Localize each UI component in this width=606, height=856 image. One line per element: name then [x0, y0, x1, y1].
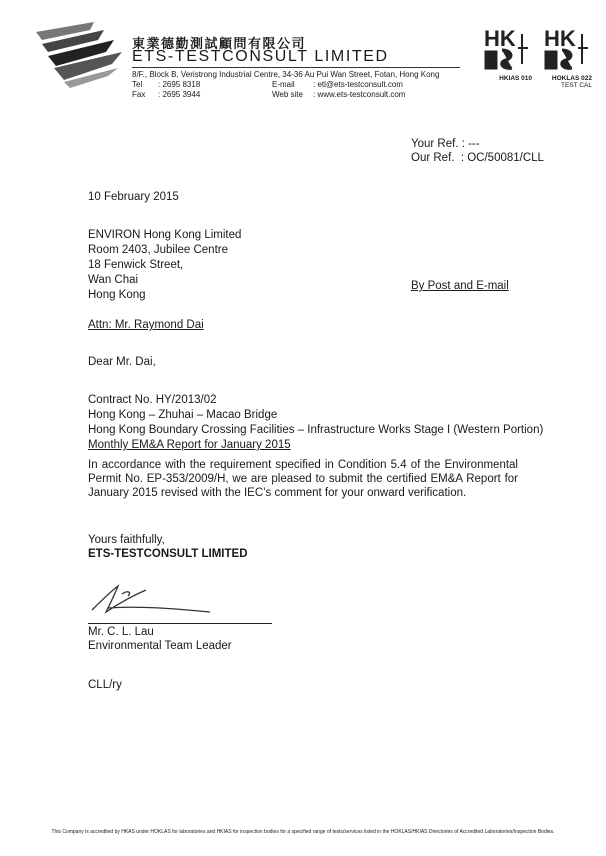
tel-value: : 2695 8318	[158, 80, 201, 89]
accreditation-footer: This Company is accredited by HKAS under HOKLAS for laboratories and HKIAS for inspection bodies for a specified range of tests/services listed in the HOKLAS/HKIAS Directories of Accredited Laboratories/Inspection Bodies.	[51, 829, 555, 835]
your-ref: Your Ref. : ---	[411, 138, 480, 150]
letterhead-rule	[132, 67, 460, 68]
web-label: Web site	[272, 90, 303, 99]
company-name-english: ETS-TESTCONSULT LIMITED	[132, 48, 389, 65]
recipient-line: Wan Chai	[88, 274, 139, 286]
signature-line	[88, 623, 272, 624]
recipient-line: Room 2403, Jubilee Centre	[88, 244, 228, 256]
report-title: Monthly EM&A Report for January 2015	[88, 439, 291, 451]
letter-date: 10 February 2015	[88, 191, 179, 203]
reference-initials: CLL/ry	[88, 679, 122, 691]
fax-value: : 2695 3944	[158, 90, 201, 99]
subject-block	[88, 393, 543, 453]
company-name-chinese: 東業德勤測試顧問有限公司	[132, 37, 307, 52]
recipient-line: Hong Kong	[88, 289, 146, 301]
recipient-line: ENVIRON Hong Kong Limited	[88, 229, 242, 241]
signature	[88, 582, 218, 616]
signatory-name: Mr. C. L. Lau	[88, 626, 154, 638]
salutation: Dear Mr. Dai,	[88, 356, 156, 368]
company-logo	[34, 20, 126, 90]
tel-label: Tel	[132, 80, 143, 89]
body-paragraph: In accordance with the requirement specified in Condition 5.4 of the Environmental Permit No. EP-353/2009/H, we are pleased to submit the certified EM&A Report for January 2015 revised with the IEC’s comment for your onward verification.	[88, 459, 518, 499]
delivery-method: By Post and E-mail	[411, 280, 509, 292]
hoklas-accreditation-mark	[538, 26, 592, 89]
company-address: 8/F., Block B, Veristrong Industrial Centre, 34-36 Au Pui Wan Street, Fotan, Hong Kong	[132, 70, 440, 79]
our-ref: Our Ref. : OC/50081/CLL	[411, 152, 544, 164]
web-value: : www.ets-testconsult.com	[313, 90, 406, 99]
signatory-title: Environmental Team Leader	[88, 640, 232, 652]
hkias-accreditation-mark	[478, 26, 532, 84]
project-name: Hong Kong – Zhuhai – Macao Bridge	[88, 409, 278, 421]
fax-label: Fax	[132, 90, 146, 99]
hoklas-logo-icon	[538, 26, 592, 70]
hoklas-sub: TEST CAL	[561, 82, 592, 89]
email-value: : etl@ets-testconsult.com	[313, 80, 403, 89]
attention-line: Attn: Mr. Raymond Dai	[88, 319, 204, 331]
hkias-logo-icon	[478, 26, 532, 70]
project-portion: Hong Kong Boundary Crossing Facilities – Infrastructure Works Stage I (Western Portion)	[88, 424, 544, 436]
closing-company: ETS-TESTCONSULT LIMITED	[88, 548, 248, 560]
hoklas-code: HOKLAS 022	[551, 75, 592, 82]
sign-off: Yours faithfully,	[88, 534, 165, 546]
email-label: E-mail	[272, 80, 295, 89]
contract-number: Contract No. HY/2013/02	[88, 394, 217, 406]
recipient-address	[88, 228, 241, 303]
hkias-code: HKIAS 010	[499, 75, 532, 82]
hkias-logo-text: HK	[484, 26, 516, 51]
recipient-line: 18 Fenwick Street,	[88, 259, 184, 271]
hoklas-logo-text: HK	[544, 26, 576, 51]
